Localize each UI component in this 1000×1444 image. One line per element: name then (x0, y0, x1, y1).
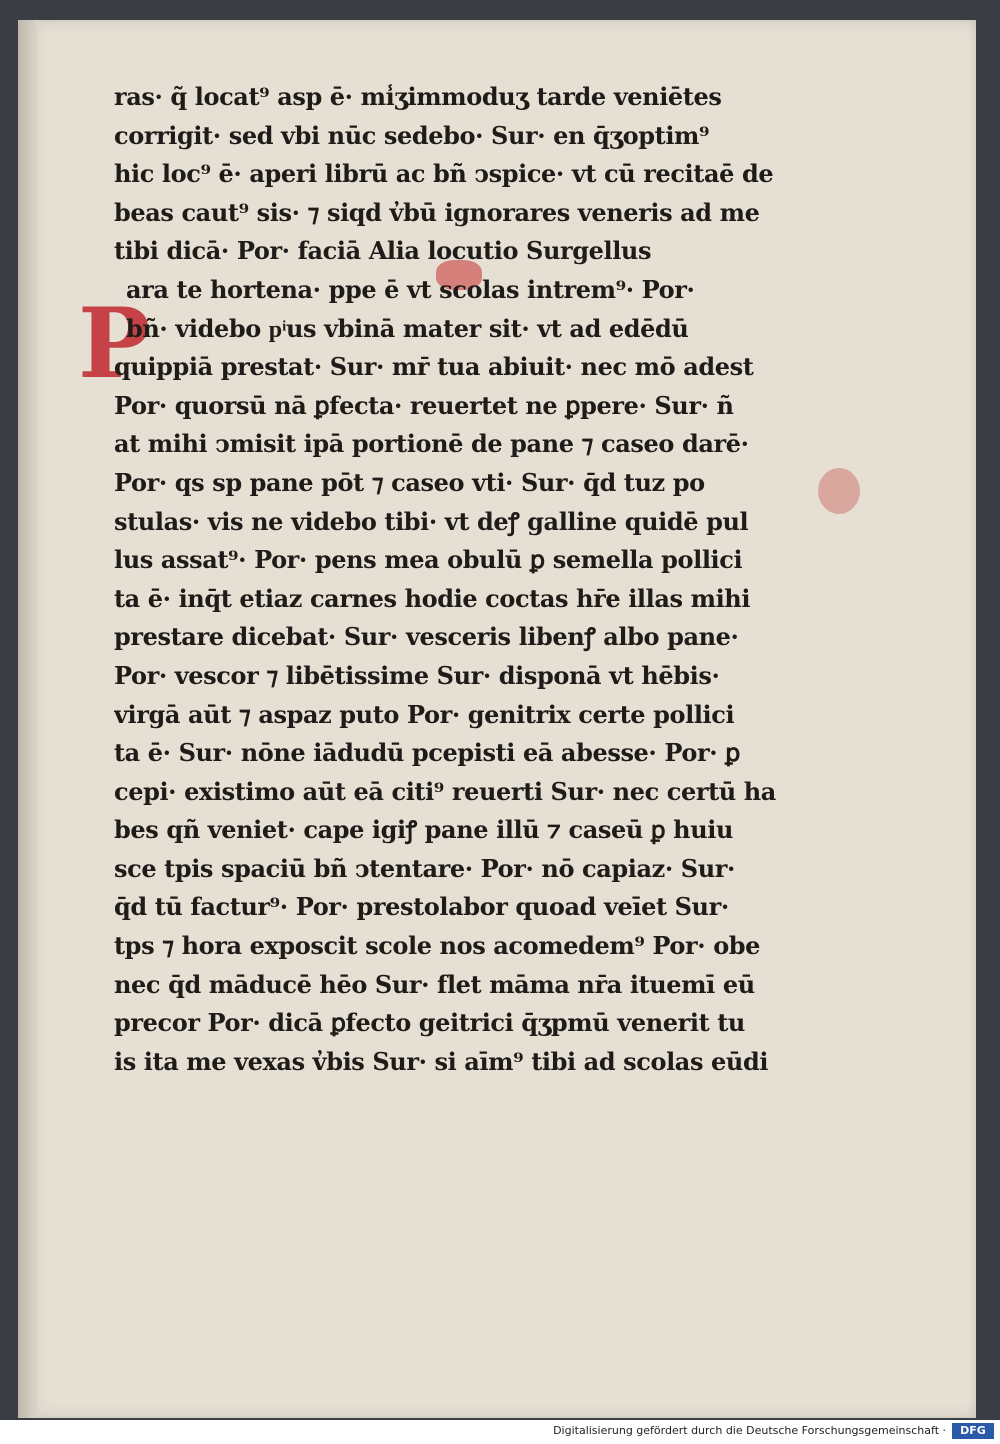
funding-credit: Digitalisierung gefördert durch die Deutsche Forschungsgemeinschaft · (553, 1424, 946, 1437)
text-line: hic loc⁹ ē· aperi librū ac bñ ↄspice· vt cū recitaē de (114, 159, 774, 189)
text-line: ta ē· inq̄t etiaz carnes hodie coctas hr̄e illas mihi (114, 583, 751, 613)
text-line: tps ⁊ hora exposcit scole nos acomedem⁹ Por· obe (114, 931, 761, 961)
text-line: prestare dicebat· Sur· vesceris libenꝭ albo pane· (114, 622, 739, 652)
dfg-logo: DFG (952, 1423, 994, 1439)
text-line: sce tpis spaciū bñ ↄtentare· Por· nō capiaz· Sur· (114, 853, 735, 883)
rubricated-initial: P (78, 287, 151, 400)
digitization-footer (0, 1420, 1000, 1444)
text-line: Por· qs sp pane pōt ⁊ caseo vti· Sur· q̄d tuz po (114, 467, 705, 497)
text-line: is ita me vexas v̓bis Sur· si aīm⁹ tibi ad scolas eūdi (114, 1046, 769, 1076)
text-line: precor Por· dicā ꝑfecto geitrici q̄ʒpmū venerit tu (114, 1008, 745, 1038)
text-line: Por· vescor ⁊ libētissime Sur· disponā vt hēbis· (114, 660, 720, 690)
text-line: Por· quorsū nā ꝑfecta· reuertet ne ꝑpere· Sur· ñ (114, 390, 734, 420)
text-line: stulas· vis ne videbo tibi· vt deꝭ galline quidē pul (114, 506, 749, 536)
text-line: cepi· existimo aūt eā citi⁹ reuerti Sur· nec certū ha (114, 776, 776, 806)
text-line: quippiā prestat· Sur· mr̄ tua abiuit· nec mō adest (114, 352, 754, 382)
text-line: at mihi ↄmisit ipā portionē de pane ⁊ caseo darē· (114, 429, 749, 459)
book-page (18, 20, 976, 1418)
text-line: corrigit· sed vbi nūc sedebo· Sur· en q̄ʒoptim⁹ (114, 120, 710, 150)
text-line: bñ· videbo pͥus vbinā mater sit· vt ad edēdū (126, 313, 689, 343)
text-line: ta ē· Sur· nōne iādudū pcepisti eā abesse· Por· ꝑ (114, 738, 740, 768)
text-line: ara te hortena· ppe ē vt scolas intrem⁹· Por· (126, 274, 695, 304)
text-line: bes qñ veniet· cape igiꝭ pane illū ⁊ caseū ꝑ huiu (114, 815, 734, 845)
text-line: tibi dicā· Por· faciā Alia locutio Surgellus (114, 236, 652, 266)
text-line: lus assat⁹· Por· pens mea obulū ꝑ semella pollici (114, 545, 743, 575)
text-line: q̄d tū factur⁹· Por· prestolabor quoad veīet Sur· (114, 892, 729, 922)
text-column (114, 78, 854, 1081)
page-gutter (18, 20, 38, 1418)
text-line: virgā aūt ⁊ aspaz puto Por· genitrix certe pollici (114, 699, 735, 729)
text-line: beas caut⁹ sis· ⁊ siqd v̓bū ignorares veneris ad me (114, 197, 760, 227)
text-line: ras· q̃ locat⁹ asp ē· mi̾ʒimmoduʒ tarde veniētes (114, 82, 722, 111)
text-line: nec q̄d māducē hēo Sur· flet māma nr̄a ituemī eū (114, 969, 755, 999)
